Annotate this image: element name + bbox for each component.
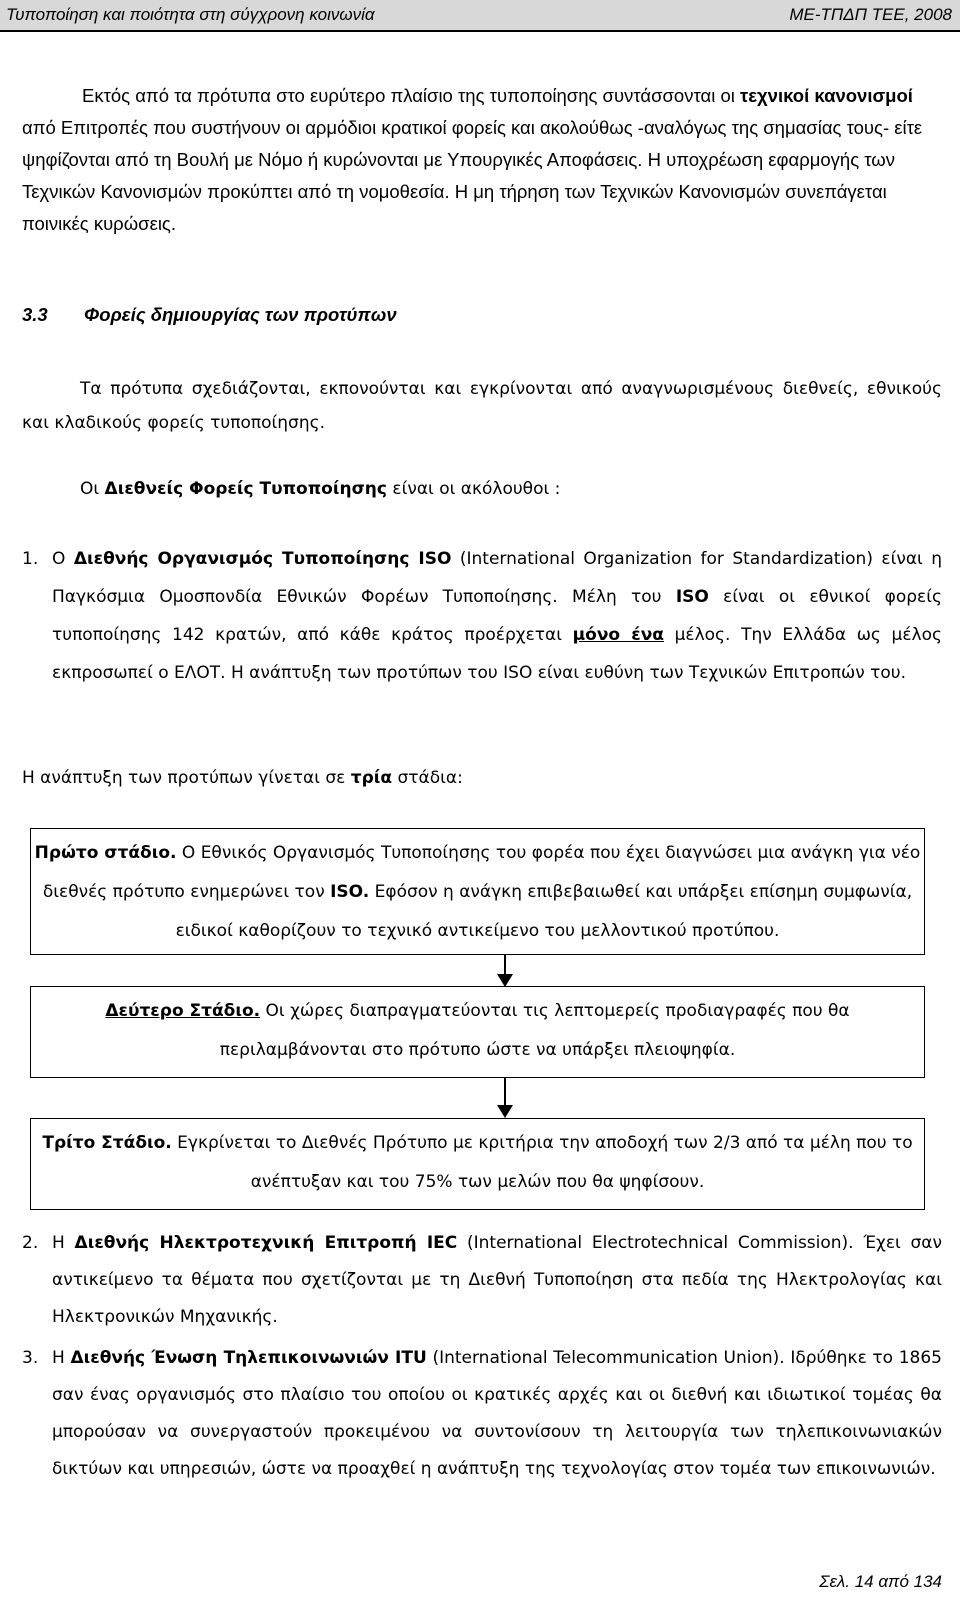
para3-text-a: Οι [80, 479, 105, 499]
item3-bold-name: Διεθνής Ένωση Τηλεπικοινωνιών ITU [70, 1348, 427, 1368]
list-number: 1. [22, 549, 39, 569]
stage-box-first [30, 828, 925, 955]
item1-text-g: μέλος. Την Ελλάδα ως μέλος εκπροσωπεί ο ΕΛΟΤ. Η ανάπτυξη των προτύπων του ISO είναι ευθύνη των Τεχνικών Επιτροπών του. [52, 625, 942, 683]
stages-intro [22, 768, 463, 788]
item2-text-c: (International Electrotechnical Commission). Έχει σαν αντικείμενο τα θέματα που σχετίζονται με τη Διεθνή Τυποποίηση στα πεδία της Ηλεκτρολογίας και Ηλεκτρονικών Μηχανικής. [52, 1233, 943, 1327]
stage2-text-a: Οι χώρες διαπραγματεύονται τις λεπτομερείς προδιαγραφές που θα περιλαμβάνονται στο πρότυπο ώστε να υπάρξει πλειοψηφία. [219, 1001, 850, 1060]
list-number: 2. [22, 1233, 39, 1253]
stage1-bold-iso: ISO. [330, 882, 370, 902]
list-item-itu [22, 1340, 942, 1488]
stage3-text-a: Εγκρίνεται το Διεθνές Πρότυπο με κριτήρια την αποδοχή των 2/3 από τα μέλη που το ανέπτυξαν και του 75% των μελών που θα ψηφίσουν. [171, 1133, 913, 1192]
item2-text-a: Η [52, 1233, 75, 1253]
stage1-title: Πρώτο στάδιο. [34, 843, 177, 863]
list-number: 3. [22, 1348, 39, 1368]
stage-box-third [30, 1118, 925, 1210]
list-item-iec [22, 1225, 942, 1336]
stage1-text-a: Ο Εθνικός Οργανισμός Τυποποίησης του φορέα που έχει διαγνώσει μια ανάγκη για νέο διεθνές πρότυπο ενημερώνει τον [42, 843, 921, 902]
item1-text-c: (International Organization for Standardization) είναι η Παγκόσμια Ομοσπονδία Εθνικών Φορέων Τυποποίησης. Μέλη του [52, 549, 942, 607]
stage3-title: Τρίτο Στάδιο. [42, 1133, 172, 1153]
header-rule [0, 30, 960, 32]
para1-text-c: από Επιτροπές που συστήνουν οι αρμόδιοι κρατικοί φορείς και ακολούθως -αναλόγως της σημασίας τους- είτε ψηφίζονται από τη Βουλή με Νόμο ή κυρώνονται με Υπουργικές Αποφάσεις. Η υποχρέωση εφαρμογής των Τεχνικών Κανονισμών προκύπτει από τη νομοθεσία. Η μη τήρηση των Τεχνικών Κανονισμών συνεπάγεται ποινικές κυρώσεις. [22, 117, 923, 234]
item3-text-c: (International Telecommunication Union). Ιδρύθηκε το 1865 σαν ένας οργανισμός στο πλαίσιο του οποίου οι κρατικές αρχές και οι διεθνή και ιδιωτικοί τομέας θα μπορούσαν να συνεργαστούν προκειμένου να συντονίσουν τη λειτουργία των τηλεπικοινωνιακών δικτύων και υπηρεσιών, ώστε να προαχθεί η ανάπτυξη της τεχνολογίας στον τομέα των επικοινωνιών. [52, 1348, 943, 1479]
section-number: 3.3 [22, 304, 48, 325]
para3-bold-term: Διεθνείς Φορείς Τυποποίησης [104, 479, 387, 499]
para3-text-c: είναι οι ακόλουθοι : [387, 479, 561, 499]
item1-bold-underlined: μόνο ένα [572, 625, 664, 645]
para2-text: Τα πρότυπα σχεδιάζονται, εκπονούνται και εγκρίνονται από αναγνωρισμένους διεθνείς, εθνικούς και κλαδικούς φορείς τυποποίησης. [22, 379, 942, 433]
arrow-down-icon [493, 954, 517, 988]
stage1-text-c: Εφόσον η ανάγκη επιβεβαιωθεί και υπάρξει επίσημη συμφωνία, ειδικοί καθορίζουν το τεχνικό αντικείμενο του μελλοντικού προτύπου. [175, 882, 913, 941]
paragraph-international-bodies [80, 479, 560, 499]
item3-text-a: Η [52, 1348, 71, 1368]
item1-bold-iso: ISO [675, 587, 709, 607]
list-item-iso [22, 540, 942, 692]
arrow-down-icon [493, 1077, 517, 1119]
stages-intro-bold: τρία [350, 768, 393, 788]
stages-intro-text-a: Η ανάπτυξη των προτύπων γίνεται σε [22, 768, 351, 788]
item1-bold-name: Διεθνής Οργανισμός Τυποποίησης ISO [73, 549, 452, 569]
paragraph-technical-regulations [22, 80, 942, 240]
item2-bold-name: Διεθνής Ηλεκτροτεχνική Επιτροπή IEC [74, 1233, 458, 1253]
stage2-title: Δεύτερο Στάδιο. [105, 1001, 261, 1021]
item1-text-e: είναι οι εθνικοί φορείς τυποποίησης 142 κρατών, από κάθε κράτος προέρχεται [52, 587, 942, 645]
stage-box-second [30, 986, 925, 1078]
header-title: Τυποποίηση και ποιότητα στη σύγχρονη κοινωνία [6, 5, 375, 24]
para1-bold-term: τεχνικοί κανονισμοί [739, 85, 913, 106]
stages-intro-text-c: στάδια: [392, 768, 463, 788]
page-header [0, 0, 960, 32]
item1-text-a: Ο [52, 549, 74, 569]
header-publisher: ΜΕ-ΤΠΔΠ ΤΕΕ, 2008 [789, 5, 952, 24]
para1-text-a: Εκτός από τα πρότυπα στο ευρύτερο πλαίσιο της τυποποίησης συντάσσονται οι [82, 85, 740, 106]
section-title: Φορείς δημιουργίας των προτύπων [84, 304, 397, 325]
section-heading [22, 304, 397, 326]
paragraph-standards-bodies [22, 372, 942, 440]
page-number: Σελ. 14 από 134 [819, 1572, 942, 1591]
